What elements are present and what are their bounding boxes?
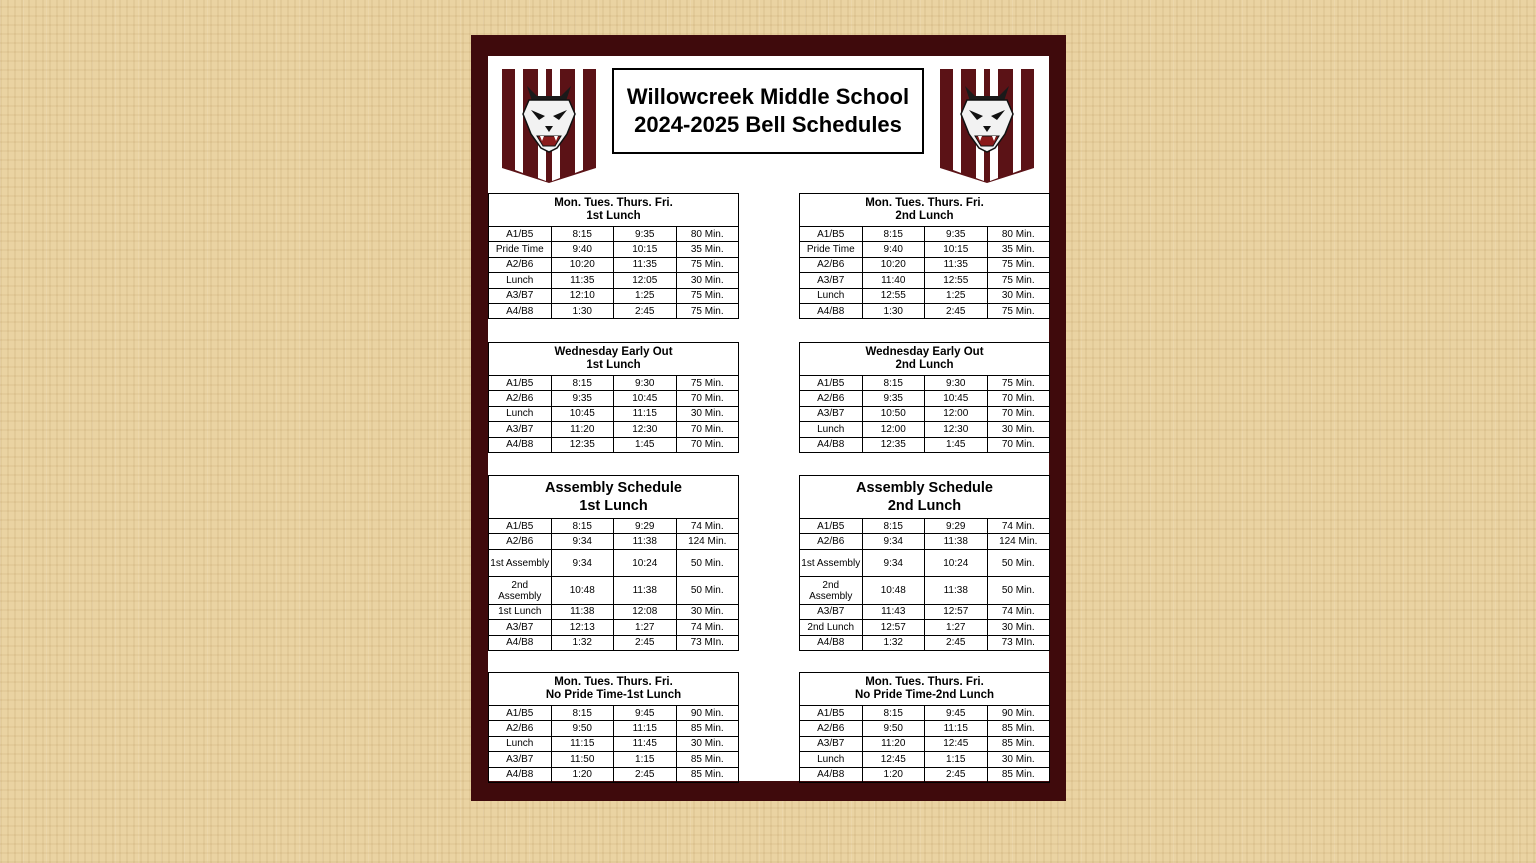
schedule-row — [489, 406, 739, 421]
duration-cell: 85 Min. — [987, 736, 1050, 751]
schedule-title-line: 2nd Lunch — [887, 498, 962, 514]
end-time-cell: 10:15 — [925, 242, 988, 257]
duration-cell: 70 Min. — [676, 437, 739, 452]
period-cell: A1/B5 — [800, 519, 863, 534]
schedule-row — [800, 391, 1050, 406]
schedule-title — [489, 673, 739, 706]
schedule-title-line: 2nd Lunch — [895, 210, 954, 222]
start-time-cell: 9:34 — [862, 534, 925, 549]
start-time-cell: 9:34 — [551, 534, 614, 549]
schedule-row — [800, 736, 1050, 751]
end-time-cell: 11:35 — [614, 257, 677, 272]
schedule-row — [489, 227, 739, 242]
end-time-cell: 1:27 — [925, 620, 988, 635]
schedule-row — [800, 519, 1050, 534]
schedule-title-line: Mon. Tues. Thurs. Fri. — [554, 197, 673, 209]
duration-cell: 80 Min. — [987, 227, 1050, 242]
period-cell: A4/B8 — [489, 437, 552, 452]
start-time-cell: 9:35 — [551, 391, 614, 406]
start-time-cell: 12:35 — [551, 437, 614, 452]
end-time-cell: 12:30 — [925, 422, 988, 437]
schedule-title-line: No Pride Time-2nd Lunch — [854, 689, 995, 701]
end-time-cell: 9:29 — [614, 519, 677, 534]
end-time-cell: 2:45 — [614, 767, 677, 782]
schedule-table — [488, 475, 739, 651]
end-time-cell: 2:45 — [925, 303, 988, 318]
period-cell: A3/B7 — [800, 736, 863, 751]
school-name: Willowcreek Middle School — [626, 84, 910, 109]
schedule-row — [489, 242, 739, 257]
end-time-cell: 12:45 — [925, 736, 988, 751]
schedule-row — [800, 534, 1050, 549]
start-time-cell: 8:15 — [551, 706, 614, 721]
schedule-row — [489, 303, 739, 318]
start-time-cell: 10:50 — [862, 406, 925, 421]
start-time-cell: 1:32 — [862, 635, 925, 650]
schedule-row — [800, 257, 1050, 272]
duration-cell: 50 Min. — [676, 549, 739, 577]
schedule-poster — [488, 56, 1049, 781]
start-time-cell: 10:48 — [551, 577, 614, 605]
start-time-cell: 8:15 — [551, 376, 614, 391]
end-time-cell: 10:45 — [925, 391, 988, 406]
period-cell: A3/B7 — [800, 273, 863, 288]
title-box — [612, 68, 924, 154]
start-time-cell: 12:00 — [862, 422, 925, 437]
start-time-cell: 9:50 — [551, 721, 614, 736]
period-cell: A2/B6 — [800, 721, 863, 736]
period-cell: A3/B7 — [489, 288, 552, 303]
duration-cell: 85 Min. — [987, 721, 1050, 736]
schedule-row — [489, 752, 739, 767]
period-cell: A1/B5 — [489, 519, 552, 534]
start-time-cell: 11:35 — [551, 273, 614, 288]
period-cell: A1/B5 — [489, 376, 552, 391]
duration-cell: 74 Min. — [987, 604, 1050, 619]
period-cell: A1/B5 — [489, 706, 552, 721]
schedule-row — [489, 288, 739, 303]
end-time-cell: 12:08 — [614, 604, 677, 619]
start-time-cell: 11:20 — [551, 422, 614, 437]
start-time-cell: 8:15 — [862, 519, 925, 534]
duration-cell: 70 Min. — [987, 437, 1050, 452]
duration-cell: 30 Min. — [676, 273, 739, 288]
schedule-row — [800, 577, 1050, 605]
duration-cell: 30 Min. — [987, 752, 1050, 767]
schedule-row — [800, 242, 1050, 257]
start-time-cell: 11:15 — [551, 736, 614, 751]
duration-cell: 73 MIn. — [987, 635, 1050, 650]
period-cell: 1st Assembly — [800, 549, 863, 577]
start-time-cell: 12:55 — [862, 288, 925, 303]
start-time-cell: 1:32 — [551, 635, 614, 650]
period-cell: Pride Time — [489, 242, 552, 257]
period-cell: A4/B8 — [489, 303, 552, 318]
duration-cell: 80 Min. — [676, 227, 739, 242]
start-time-cell: 10:48 — [862, 577, 925, 605]
period-cell: A3/B7 — [489, 422, 552, 437]
duration-cell: 50 Min. — [987, 577, 1050, 605]
start-time-cell: 11:40 — [862, 273, 925, 288]
schedule-title-line: Mon. Tues. Thurs. Fri. — [865, 676, 984, 688]
end-time-cell: 12:30 — [614, 422, 677, 437]
schedule-row — [800, 604, 1050, 619]
schedule-title — [800, 476, 1050, 519]
schedule-row — [800, 549, 1050, 577]
end-time-cell: 11:38 — [614, 577, 677, 605]
schedule-row — [489, 721, 739, 736]
end-time-cell: 1:45 — [925, 437, 988, 452]
schedule-row — [489, 534, 739, 549]
schedule-table — [488, 193, 739, 319]
duration-cell: 30 Min. — [676, 406, 739, 421]
schedule-title-line: Assembly Schedule — [856, 480, 993, 496]
end-time-cell: 2:45 — [614, 635, 677, 650]
duration-cell: 70 Min. — [676, 422, 739, 437]
schedule-row — [800, 303, 1050, 318]
end-time-cell: 12:55 — [925, 273, 988, 288]
period-cell: A1/B5 — [489, 227, 552, 242]
duration-cell: 30 Min. — [987, 620, 1050, 635]
period-cell: 2nd Assembly — [489, 577, 552, 605]
start-time-cell: 8:15 — [551, 519, 614, 534]
start-time-cell: 1:20 — [862, 767, 925, 782]
schedule-row — [800, 288, 1050, 303]
end-time-cell: 12:05 — [614, 273, 677, 288]
end-time-cell: 9:35 — [925, 227, 988, 242]
schedule-title-line: 1st Lunch — [579, 498, 648, 514]
schedule-row — [800, 227, 1050, 242]
schedule-title — [800, 194, 1050, 227]
end-time-cell: 1:25 — [925, 288, 988, 303]
duration-cell: 85 Min. — [676, 752, 739, 767]
schedule-row — [800, 620, 1050, 635]
start-time-cell: 9:35 — [862, 391, 925, 406]
duration-cell: 75 Min. — [676, 303, 739, 318]
period-cell: 1st Assembly — [489, 549, 552, 577]
period-cell: A1/B5 — [800, 706, 863, 721]
schedule-row — [489, 635, 739, 650]
schedule-row — [800, 422, 1050, 437]
schedule-row — [489, 577, 739, 605]
period-cell: A1/B5 — [800, 376, 863, 391]
end-time-cell: 1:15 — [614, 752, 677, 767]
period-cell: Lunch — [800, 422, 863, 437]
start-time-cell: 12:45 — [862, 752, 925, 767]
period-cell: A4/B8 — [800, 303, 863, 318]
duration-cell: 30 Min. — [676, 736, 739, 751]
duration-cell: 75 Min. — [987, 376, 1050, 391]
duration-cell: 75 Min. — [676, 257, 739, 272]
end-time-cell: 2:45 — [925, 767, 988, 782]
end-time-cell: 12:00 — [925, 406, 988, 421]
duration-cell: 73 MIn. — [676, 635, 739, 650]
schedule-row — [489, 519, 739, 534]
period-cell: A3/B7 — [489, 752, 552, 767]
end-time-cell: 2:45 — [925, 635, 988, 650]
period-cell: A4/B8 — [800, 635, 863, 650]
start-time-cell: 9:50 — [862, 721, 925, 736]
start-time-cell: 1:30 — [862, 303, 925, 318]
schedule-row — [800, 767, 1050, 782]
schedule-table — [488, 342, 739, 453]
schedule-row — [800, 437, 1050, 452]
end-time-cell: 11:15 — [614, 406, 677, 421]
duration-cell: 70 Min. — [987, 391, 1050, 406]
end-time-cell: 1:15 — [925, 752, 988, 767]
schedule-row — [800, 752, 1050, 767]
end-time-cell: 9:35 — [614, 227, 677, 242]
start-time-cell: 1:20 — [551, 767, 614, 782]
start-time-cell: 8:15 — [862, 376, 925, 391]
period-cell: A2/B6 — [489, 721, 552, 736]
start-time-cell: 8:15 — [862, 227, 925, 242]
schedule-row — [800, 706, 1050, 721]
start-time-cell: 12:57 — [862, 620, 925, 635]
period-cell: A3/B7 — [800, 406, 863, 421]
schedule-title-line: Wednesday Early Out — [865, 346, 984, 358]
period-cell: A1/B5 — [800, 227, 863, 242]
period-cell: A2/B6 — [800, 534, 863, 549]
end-time-cell: 1:45 — [614, 437, 677, 452]
end-time-cell: 2:45 — [614, 303, 677, 318]
start-time-cell: 9:40 — [551, 242, 614, 257]
duration-cell: 75 Min. — [676, 376, 739, 391]
period-cell: A3/B7 — [489, 620, 552, 635]
end-time-cell: 9:30 — [925, 376, 988, 391]
start-time-cell: 8:15 — [551, 227, 614, 242]
schedule-row — [489, 376, 739, 391]
start-time-cell: 12:10 — [551, 288, 614, 303]
end-time-cell: 9:30 — [614, 376, 677, 391]
duration-cell: 35 Min. — [987, 242, 1050, 257]
wolf-mascot-shield-icon — [501, 68, 597, 184]
wolf-mascot-shield-icon — [939, 68, 1035, 184]
duration-cell: 85 Min. — [676, 767, 739, 782]
duration-cell: 124 Min. — [987, 534, 1050, 549]
schedule-title-line: Assembly Schedule — [545, 480, 682, 496]
schedule-title — [800, 343, 1050, 376]
schedule-row — [489, 257, 739, 272]
schedule-row — [800, 721, 1050, 736]
schedule-row — [800, 635, 1050, 650]
start-time-cell: 1:30 — [551, 303, 614, 318]
end-time-cell: 10:24 — [614, 549, 677, 577]
schedule-row — [489, 549, 739, 577]
period-cell: A4/B8 — [800, 767, 863, 782]
period-cell: Lunch — [489, 406, 552, 421]
duration-cell: 50 Min. — [676, 577, 739, 605]
schedule-table — [799, 672, 1050, 783]
schedule-row — [489, 604, 739, 619]
schedule-row — [800, 273, 1050, 288]
duration-cell: 50 Min. — [987, 549, 1050, 577]
duration-cell: 75 Min. — [987, 273, 1050, 288]
start-time-cell: 12:13 — [551, 620, 614, 635]
end-time-cell: 9:45 — [614, 706, 677, 721]
schedule-title-line: 1st Lunch — [586, 210, 641, 222]
end-time-cell: 11:35 — [925, 257, 988, 272]
start-time-cell: 11:50 — [551, 752, 614, 767]
duration-cell: 90 Min. — [987, 706, 1050, 721]
schedule-row — [489, 437, 739, 452]
period-cell: Pride Time — [800, 242, 863, 257]
end-time-cell: 11:45 — [614, 736, 677, 751]
schedule-row — [489, 706, 739, 721]
period-cell: A3/B7 — [800, 604, 863, 619]
end-time-cell: 11:15 — [614, 721, 677, 736]
end-time-cell: 10:24 — [925, 549, 988, 577]
period-cell: A2/B6 — [489, 391, 552, 406]
end-time-cell: 11:38 — [614, 534, 677, 549]
schedule-row — [489, 422, 739, 437]
start-time-cell: 11:20 — [862, 736, 925, 751]
schedule-title-line: Wednesday Early Out — [554, 346, 673, 358]
schedule-year-title: 2024-2025 Bell Schedules — [634, 112, 902, 137]
schedule-poster-frame — [471, 35, 1066, 801]
end-time-cell: 12:57 — [925, 604, 988, 619]
duration-cell: 124 Min. — [676, 534, 739, 549]
period-cell: A2/B6 — [489, 534, 552, 549]
end-time-cell: 9:45 — [925, 706, 988, 721]
duration-cell: 70 Min. — [676, 391, 739, 406]
schedule-title-line: Mon. Tues. Thurs. Fri. — [554, 676, 673, 688]
schedule-row — [489, 767, 739, 782]
schedule-row — [489, 736, 739, 751]
schedule-row — [800, 376, 1050, 391]
schedule-row — [800, 406, 1050, 421]
duration-cell: 35 Min. — [676, 242, 739, 257]
duration-cell: 90 Min. — [676, 706, 739, 721]
end-time-cell: 9:29 — [925, 519, 988, 534]
duration-cell: 85 Min. — [676, 721, 739, 736]
start-time-cell: 9:40 — [862, 242, 925, 257]
start-time-cell: 11:38 — [551, 604, 614, 619]
duration-cell: 30 Min. — [987, 422, 1050, 437]
schedule-title-line: Mon. Tues. Thurs. Fri. — [865, 197, 984, 209]
period-cell: 2nd Assembly — [800, 577, 863, 605]
schedule-table — [799, 342, 1050, 453]
duration-cell: 30 Min. — [676, 604, 739, 619]
end-time-cell: 11:38 — [925, 534, 988, 549]
period-cell: A4/B8 — [800, 437, 863, 452]
start-time-cell: 8:15 — [862, 706, 925, 721]
duration-cell: 70 Min. — [987, 406, 1050, 421]
period-cell: Lunch — [489, 273, 552, 288]
period-cell: A4/B8 — [489, 767, 552, 782]
period-cell: 2nd Lunch — [800, 620, 863, 635]
start-time-cell: 10:20 — [862, 257, 925, 272]
start-time-cell: 11:43 — [862, 604, 925, 619]
duration-cell: 30 Min. — [987, 288, 1050, 303]
period-cell: A2/B6 — [489, 257, 552, 272]
duration-cell: 75 Min. — [676, 288, 739, 303]
end-time-cell: 11:38 — [925, 577, 988, 605]
period-cell: A2/B6 — [800, 257, 863, 272]
start-time-cell: 9:34 — [551, 549, 614, 577]
schedule-row — [489, 273, 739, 288]
duration-cell: 74 Min. — [987, 519, 1050, 534]
end-time-cell: 1:25 — [614, 288, 677, 303]
start-time-cell: 10:20 — [551, 257, 614, 272]
period-cell: Lunch — [800, 752, 863, 767]
duration-cell: 75 Min. — [987, 303, 1050, 318]
end-time-cell: 11:15 — [925, 721, 988, 736]
schedule-title — [489, 343, 739, 376]
schedule-title-line: 2nd Lunch — [895, 359, 954, 371]
period-cell: A4/B8 — [489, 635, 552, 650]
period-cell: Lunch — [800, 288, 863, 303]
start-time-cell: 10:45 — [551, 406, 614, 421]
end-time-cell: 10:15 — [614, 242, 677, 257]
schedule-title — [800, 673, 1050, 706]
end-time-cell: 1:27 — [614, 620, 677, 635]
schedule-row — [489, 391, 739, 406]
start-time-cell: 12:35 — [862, 437, 925, 452]
duration-cell: 74 Min. — [676, 620, 739, 635]
start-time-cell: 9:34 — [862, 549, 925, 577]
period-cell: Lunch — [489, 736, 552, 751]
schedule-table — [799, 193, 1050, 319]
duration-cell: 75 Min. — [987, 257, 1050, 272]
schedule-title-line: 1st Lunch — [586, 359, 641, 371]
schedule-table — [488, 672, 739, 783]
duration-cell: 85 Min. — [987, 767, 1050, 782]
schedule-row — [489, 620, 739, 635]
schedule-title-line: No Pride Time-1st Lunch — [545, 689, 682, 701]
schedule-table — [799, 475, 1050, 651]
end-time-cell: 10:45 — [614, 391, 677, 406]
period-cell: 1st Lunch — [489, 604, 552, 619]
schedule-title — [489, 194, 739, 227]
duration-cell: 74 Min. — [676, 519, 739, 534]
period-cell: A2/B6 — [800, 391, 863, 406]
schedule-title — [489, 476, 739, 519]
